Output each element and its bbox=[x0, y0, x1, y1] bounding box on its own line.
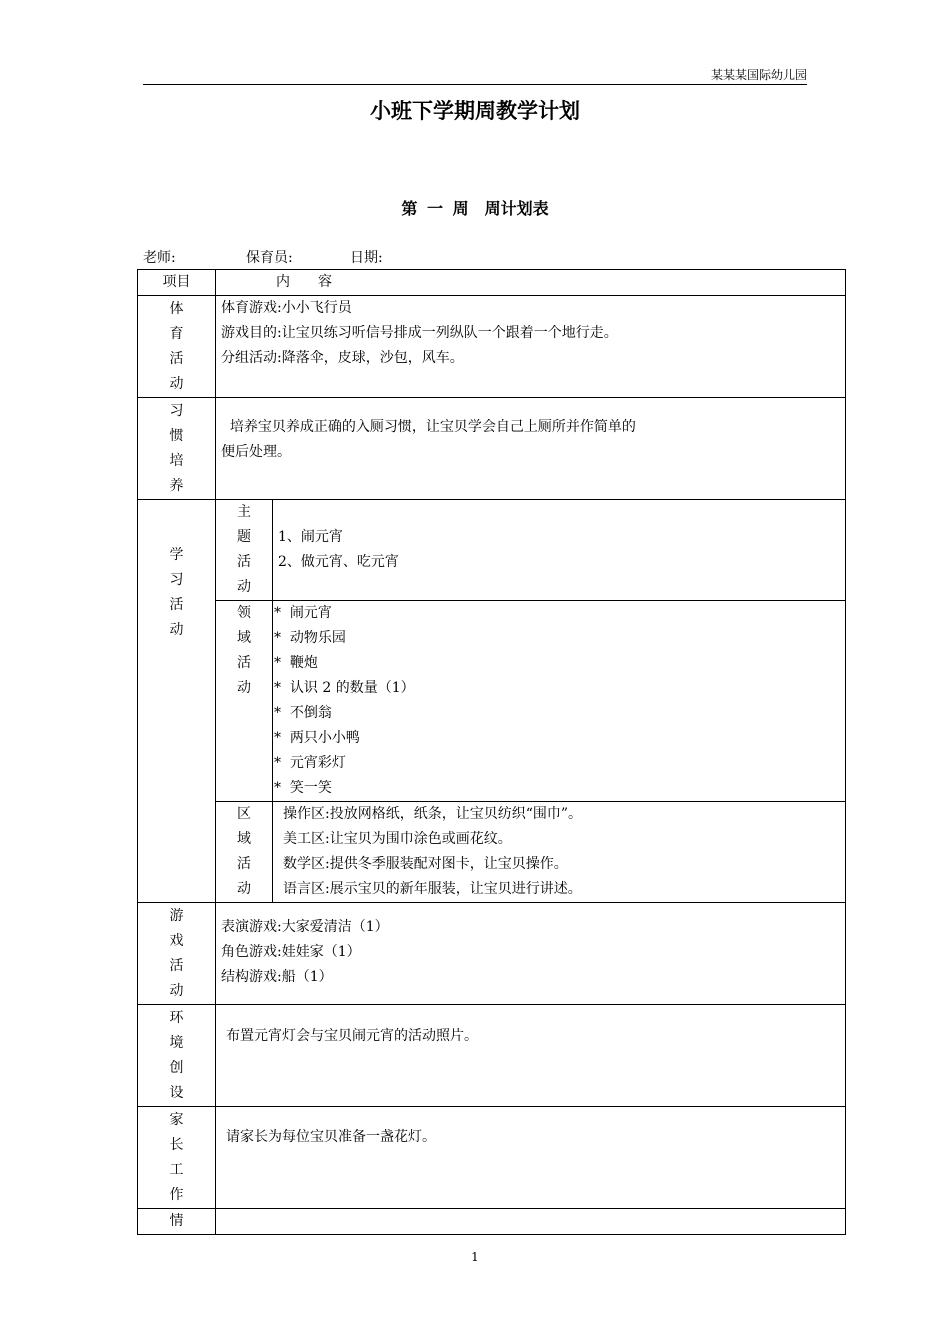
last-row bbox=[138, 1209, 846, 1235]
header-item-cell: 项目 bbox=[138, 270, 216, 296]
domain-label: 领 域 活 动 bbox=[216, 601, 273, 802]
header-rule bbox=[143, 84, 807, 85]
area-label: 区 域 活 动 bbox=[216, 802, 273, 903]
domain-line: * 鞭炮 bbox=[274, 655, 318, 671]
game-label: 游 戏 活 动 bbox=[138, 903, 216, 1005]
parent-line: 请家长为每位宝贝准备一盏花灯。 bbox=[226, 1129, 436, 1145]
page-number: 1 bbox=[471, 1250, 479, 1264]
parent-content bbox=[216, 1107, 846, 1209]
domain-line: * 动物乐园 bbox=[274, 630, 346, 646]
game-line: 表演游戏:大家爱清洁（1） bbox=[221, 919, 389, 935]
domain-line: * 两只小小鸭 bbox=[274, 730, 360, 746]
area-line: 美工区:让宝贝为围巾涂色或画花纹。 bbox=[283, 831, 512, 847]
pe-line: 游戏目的:让宝贝练习听信号排成一列纵队一个跟着一个地行走。 bbox=[221, 325, 618, 341]
study-theme-row bbox=[138, 500, 846, 601]
game-row bbox=[138, 903, 846, 1005]
last-label: 情 bbox=[138, 1209, 216, 1235]
parent-label: 家 长 工 作 bbox=[138, 1107, 216, 1209]
document-title: 小班下学期周教学计划 bbox=[370, 99, 580, 123]
theme-line: 1、闹元宵 bbox=[278, 529, 343, 545]
pe-row bbox=[138, 296, 846, 398]
game-content bbox=[216, 903, 846, 1005]
theme-label: 主 题 活 动 bbox=[216, 500, 273, 601]
habit-row bbox=[138, 398, 846, 500]
pe-label: 体 育 活 动 bbox=[138, 296, 216, 398]
teacher-label: 老师: bbox=[143, 250, 176, 266]
env-line: 布置元宵灯会与宝贝闹元宵的活动照片。 bbox=[226, 1028, 478, 1044]
pe-line: 体育游戏:小小飞行员 bbox=[221, 300, 352, 316]
area-line: 语言区:展示宝贝的新年服装，让宝贝进行讲述。 bbox=[283, 881, 582, 897]
area-content bbox=[273, 802, 846, 903]
header-content-cell: 内 容 bbox=[216, 270, 846, 296]
study-label: 学 习 活 动 bbox=[138, 500, 216, 903]
weekly-plan-table bbox=[137, 269, 846, 1235]
area-line: 数学区:提供冬季服装配对图卡，让宝贝操作。 bbox=[283, 856, 568, 872]
study-area-row bbox=[138, 802, 846, 903]
date-label: 日期: bbox=[350, 250, 383, 266]
env-row bbox=[138, 1005, 846, 1107]
study-domain-row bbox=[138, 601, 846, 802]
domain-line: * 闹元宵 bbox=[274, 605, 332, 621]
game-line: 角色游戏:娃娃家（1） bbox=[221, 944, 361, 960]
caregiver-label: 保育员: bbox=[246, 250, 293, 266]
area-line: 操作区:投放网格纸，纸条，让宝贝纺织“围巾”。 bbox=[283, 806, 583, 822]
habit-label: 习 惯 培 养 bbox=[138, 398, 216, 500]
week-title: 第 一 周 周计划表 bbox=[401, 199, 549, 218]
table-header-row bbox=[138, 270, 846, 296]
theme-line: 2、做元宵、吃元宵 bbox=[278, 554, 399, 570]
habit-content bbox=[216, 398, 846, 500]
domain-content bbox=[273, 601, 846, 802]
domain-line: * 不倒翁 bbox=[274, 705, 332, 721]
domain-line: * 认识 2 的数量（1） bbox=[274, 680, 415, 696]
env-content bbox=[216, 1005, 846, 1107]
habit-line: 培养宝贝养成正确的入厕习惯，让宝贝学会自己上厕所并作简单的 bbox=[221, 419, 636, 435]
school-header: 某某某国际幼儿园 bbox=[710, 68, 807, 82]
habit-line: 便后处理。 bbox=[221, 444, 291, 460]
parent-row bbox=[138, 1107, 846, 1209]
pe-content bbox=[216, 296, 846, 398]
domain-line: * 元宵彩灯 bbox=[274, 755, 346, 771]
theme-content bbox=[273, 500, 846, 601]
domain-line: * 笑一笑 bbox=[274, 780, 332, 796]
env-label: 环 境 创 设 bbox=[138, 1005, 216, 1107]
game-line: 结构游戏:船（1） bbox=[221, 969, 333, 985]
pe-line: 分组活动:降落伞，皮球，沙包，风车。 bbox=[221, 350, 464, 366]
last-content bbox=[216, 1209, 846, 1235]
